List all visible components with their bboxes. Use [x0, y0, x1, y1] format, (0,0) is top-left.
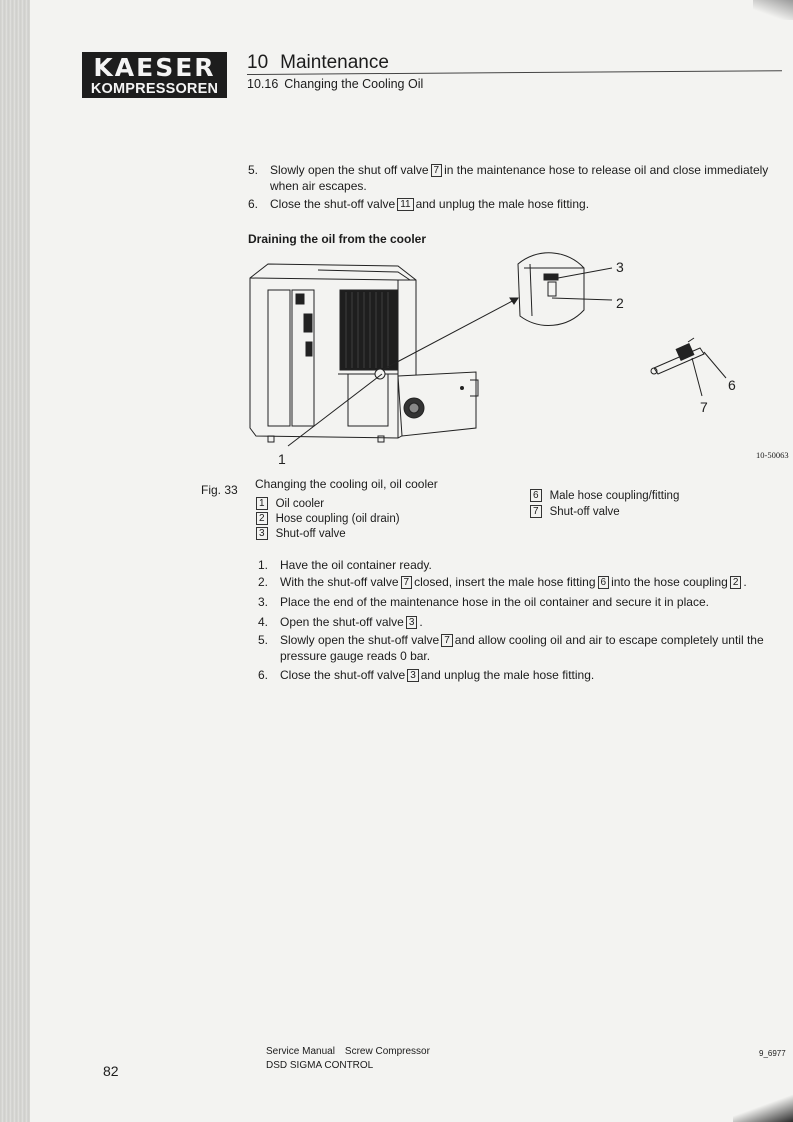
subheading: Draining the oil from the cooler	[248, 232, 427, 246]
step-number: 5.	[258, 633, 269, 647]
step-text	[270, 196, 790, 212]
legend-item	[256, 497, 324, 510]
chapter-number: 10	[247, 52, 269, 73]
logo-line2: KOMPRESSOREN	[90, 81, 219, 97]
step-text-part: .	[419, 615, 423, 629]
step-text-part: Close the shut-off valve	[280, 668, 406, 682]
step-text-part: Close the shut-off valve	[270, 197, 396, 211]
ref-box: 7	[441, 634, 453, 647]
step-number: 3.	[258, 595, 269, 609]
step-number: 2.	[258, 575, 269, 589]
ref-box: 7	[401, 576, 413, 589]
figure-caption: Changing the cooling oil, oil cooler	[255, 477, 438, 491]
figure-label: Fig. 33	[201, 483, 238, 497]
step-number: 1.	[258, 558, 269, 572]
step-text-part: into the hose coupling	[611, 575, 728, 589]
step-text-part: Slowly open the shut-off valve	[280, 633, 440, 647]
step-text-part: when air escapes.	[270, 179, 367, 193]
step-text-part: pressure gauge reads 0 bar.	[280, 649, 431, 663]
legend-key: 6	[530, 489, 542, 502]
ref-box: 2	[730, 576, 742, 589]
footer-control: DSD SIGMA CONTROL	[266, 1060, 374, 1071]
callout-6: 6	[728, 377, 736, 393]
step-text-part: Slowly open the shut off valve	[270, 163, 429, 177]
ref-box: 3	[406, 616, 418, 629]
step-text	[280, 594, 793, 610]
callout-7: 7	[700, 399, 708, 415]
step-number: 6.	[258, 668, 269, 682]
figure-id: 10-50063	[756, 450, 789, 460]
legend-key: 7	[530, 505, 542, 518]
step-text-part: and allow cooling oil and air to escape completely until the	[454, 633, 764, 647]
legend-text: Male hose coupling/fitting	[549, 490, 680, 502]
ref-box: 6	[598, 576, 610, 589]
legend-item	[256, 527, 346, 540]
step-text-part: closed, insert the male hose fitting	[414, 575, 596, 589]
legend-item	[530, 505, 620, 518]
step-text-part: in the maintenance hose to release oil and close immediately	[444, 163, 769, 177]
step-text	[280, 667, 793, 683]
step-text-part: With the shut-off valve	[280, 575, 399, 589]
step-text-part: and unplug the male hose fitting.	[420, 668, 595, 682]
section-number: 10.16	[247, 77, 279, 91]
step-number: 5.	[248, 163, 259, 177]
chapter-heading	[247, 52, 389, 74]
step-text-part: and unplug the male hose fitting.	[415, 197, 590, 211]
step-text-part: Have the oil container ready.	[280, 558, 432, 572]
callout-3: 3	[616, 259, 624, 275]
legend-key: 3	[256, 527, 268, 540]
step-text	[280, 632, 793, 664]
step-text	[280, 614, 793, 630]
chapter-title: Maintenance	[280, 52, 389, 73]
page-edge-shadow	[733, 1082, 793, 1122]
page-corner-shadow	[753, 0, 793, 20]
step-text	[280, 574, 793, 590]
step-text-part: Place the end of the maintenance hose in the oil container and secure it in place.	[280, 595, 709, 609]
footer-product: Screw Compressor	[344, 1046, 430, 1057]
page-number: 82	[103, 1063, 119, 1079]
step-number: 6.	[248, 197, 259, 211]
legend-item	[530, 489, 679, 502]
ref-box: 7	[431, 164, 443, 177]
step-text-part: Open the shut-off valve	[280, 615, 404, 629]
legend-text: Shut-off valve	[275, 528, 346, 540]
legend-item	[256, 512, 400, 525]
section-heading	[247, 77, 423, 91]
step-text-part: .	[743, 575, 747, 589]
callout-1: 1	[278, 451, 286, 466]
section-title: Changing the Cooling Oil	[284, 77, 424, 91]
legend-key: 2	[256, 512, 268, 525]
cooler-illustration	[248, 250, 790, 466]
footer-manual-type: Service Manual	[266, 1046, 335, 1057]
step-text	[280, 557, 793, 573]
footer-manual	[266, 1046, 430, 1057]
legend-text: Oil cooler	[275, 498, 325, 510]
legend-text: Hose coupling (oil drain)	[275, 513, 400, 525]
ref-box: 3	[407, 669, 419, 682]
logo-line1: KAESER	[93, 53, 216, 82]
cooler-grille	[340, 290, 398, 370]
kaeser-logo	[82, 52, 227, 98]
book-binding	[0, 0, 30, 1122]
step-text	[270, 162, 790, 194]
document-number: 9_6977	[759, 1049, 786, 1058]
callout-2: 2	[616, 295, 624, 311]
step-number: 4.	[258, 615, 269, 629]
legend-key: 1	[256, 497, 268, 510]
ref-box: 11	[397, 198, 413, 211]
detail-view	[518, 253, 584, 326]
legend-text: Shut-off valve	[549, 506, 620, 518]
